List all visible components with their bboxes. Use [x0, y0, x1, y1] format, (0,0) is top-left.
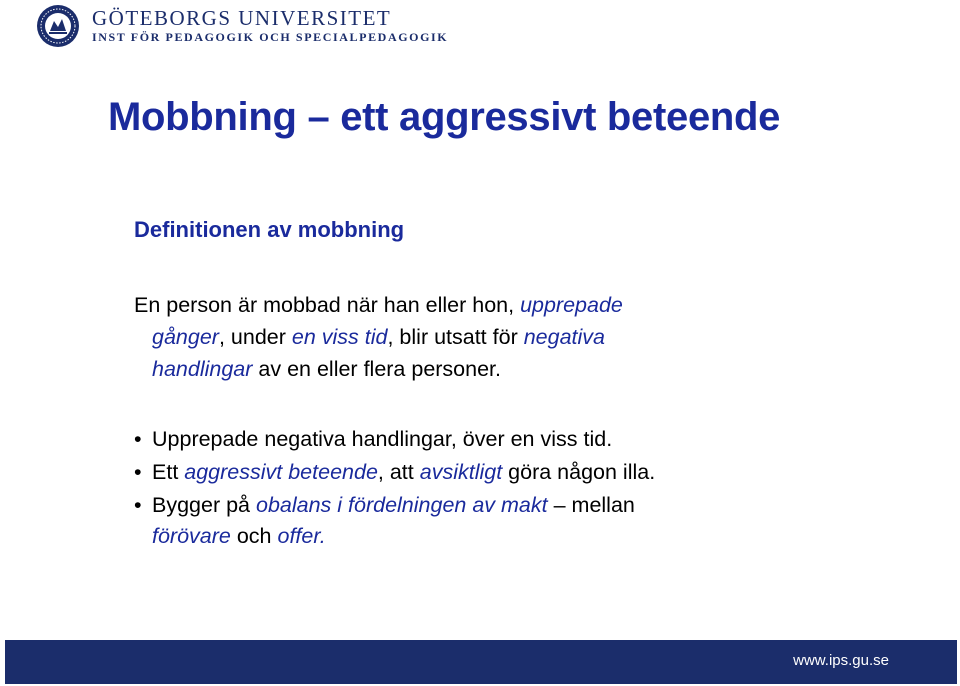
bullet-list	[134, 424, 655, 554]
bullet-item	[134, 424, 655, 455]
bullet-icon: •	[134, 493, 142, 517]
footer-url[interactable]: www.ips.gu.se	[793, 652, 889, 669]
emphasis-span: handlingar	[152, 357, 253, 381]
bullet-item	[134, 490, 655, 552]
emphasis-span: offer.	[277, 524, 326, 548]
university-seal-icon	[36, 4, 80, 48]
text-span: av en eller flera personer.	[252, 357, 502, 381]
emphasis-span: förövare	[152, 524, 231, 548]
text-span: , blir utsatt för	[387, 325, 524, 349]
emphasis-span: avsiktligt	[419, 460, 503, 484]
emphasis-span: gånger	[152, 325, 219, 349]
text-span: , att	[377, 460, 420, 484]
emphasis-span: en viss tid	[291, 325, 388, 349]
text-span: göra någon illa.	[502, 460, 656, 484]
text-span: Bygger på	[152, 493, 256, 517]
department-name: INST FÖR PEDAGOGIK OCH SPECIALPEDAGOGIK	[92, 30, 449, 44]
header	[36, 4, 448, 48]
university-name: GÖTEBORGS UNIVERSITET	[92, 6, 392, 30]
text-span: En person är mobbad när han eller hon,	[134, 293, 521, 317]
emphasis-span: negativa	[523, 325, 605, 349]
definition-line-2	[134, 321, 754, 353]
footer-bar	[5, 640, 957, 684]
emphasis-span: upprepade	[520, 293, 623, 317]
definition-line-3	[134, 353, 754, 385]
text-span: Upprepade negativa handlingar, över en viss tid.	[152, 427, 613, 451]
brand	[92, 7, 448, 45]
bullet-icon: •	[134, 460, 142, 484]
slide-title: Mobbning – ett aggressivt beteende	[108, 95, 781, 139]
definition-line-1	[134, 289, 754, 321]
definition-text	[134, 289, 754, 385]
text-span: och	[230, 524, 278, 548]
text-span: , under	[218, 325, 292, 349]
emphasis-span: aggressivt beteende	[184, 460, 378, 484]
text-span: Ett	[152, 460, 185, 484]
emphasis-span: obalans i fördelningen av makt	[255, 493, 548, 517]
text-span: – mellan	[547, 493, 635, 517]
definition-heading: Definitionen av mobbning	[134, 217, 405, 242]
bullet-icon: •	[134, 427, 142, 451]
bullet-item	[134, 457, 655, 488]
